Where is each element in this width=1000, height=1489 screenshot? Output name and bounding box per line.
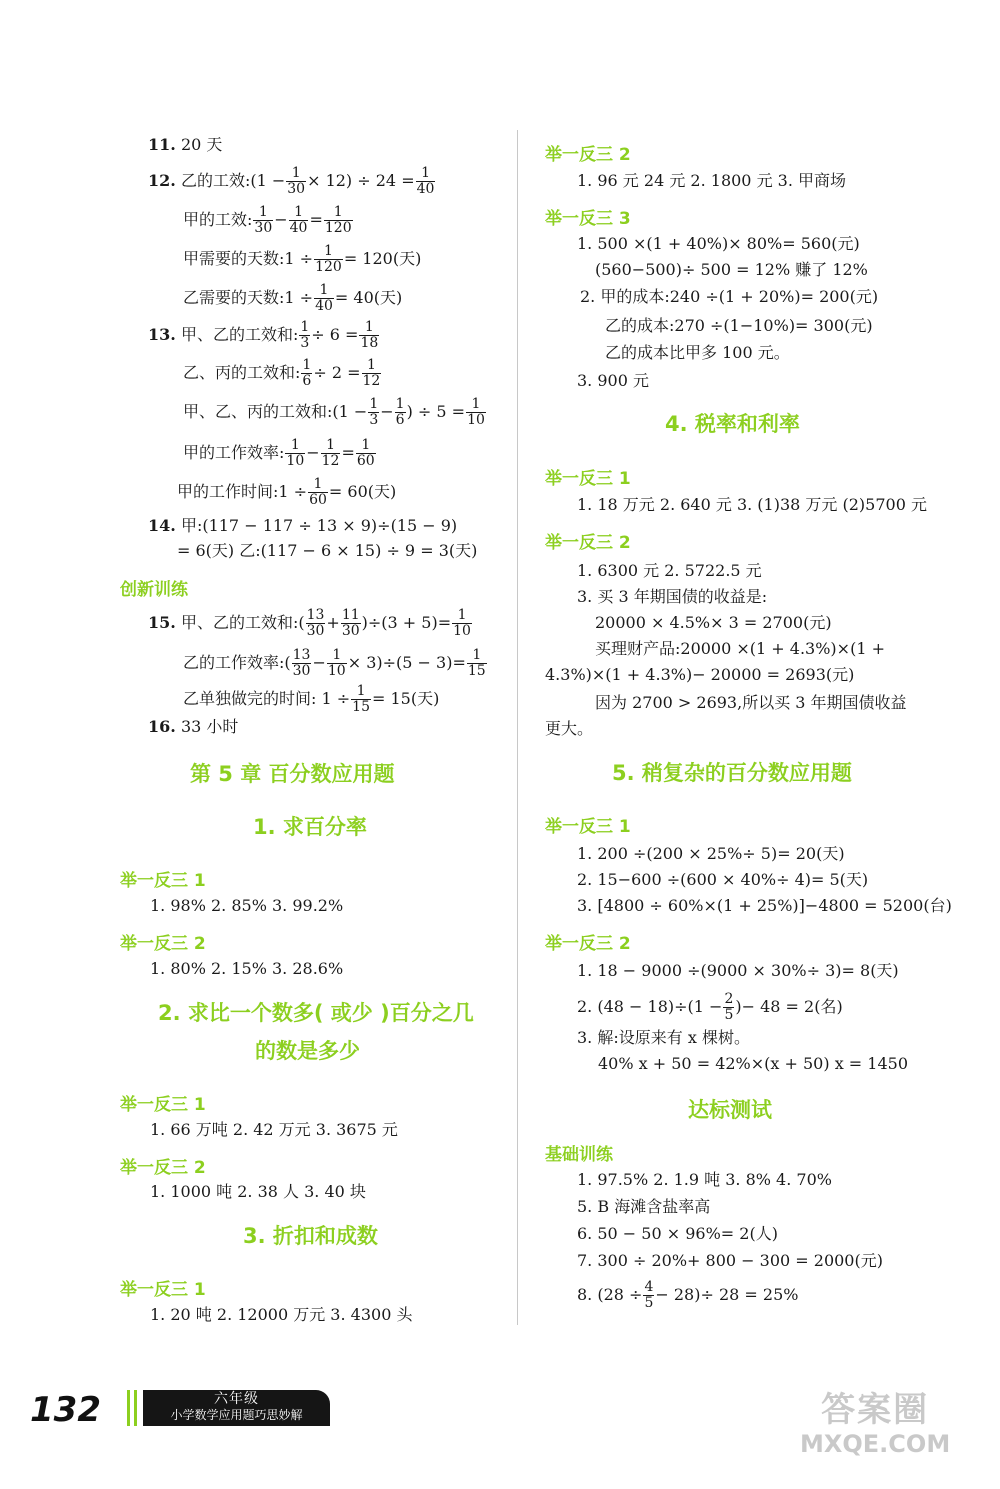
answer-line: 更大。: [545, 719, 594, 738]
exercise-answers: 1. 1000 吨 2. 38 人 3. 40 块: [150, 1182, 366, 1201]
answer-line: 7. 300 ÷ 20%+ 800 − 300 = 2000(元): [577, 1251, 883, 1270]
answer-line: 8. (28 ÷ $\frac{4}{5}$ − 28)÷ 28 = 25%: [577, 1279, 799, 1311]
heading-innovation: 创新训练: [120, 580, 188, 600]
answer-line: 1. 18 − 9000 ÷(9000 × 30%÷ 3)= 8(天): [577, 961, 899, 980]
exercise-heading: 举一反三 1: [120, 1095, 206, 1115]
answer-11: 11. 20 天: [148, 135, 223, 154]
exercise-answers: 1. 6300 元 2. 5722.5 元: [577, 561, 762, 580]
answer-13: 13. 甲、乙的工效和: $\frac{1}{3}$ ÷ 6 = $\frac{1}{18}$: [148, 319, 379, 351]
exercise-heading: 举一反三 1: [545, 817, 631, 837]
answer-16: 16. 33 小时: [148, 717, 239, 736]
watermark-logo: 答案圈 MXQE.COM: [800, 1390, 951, 1458]
exercise-heading: 举一反三 1: [120, 871, 206, 891]
answer-line: 3. 900 元: [577, 371, 649, 390]
green-bar-decoration: [134, 1390, 137, 1426]
exercise-heading: 举一反三 1: [120, 1280, 206, 1300]
answer-line: 1. 97.5% 2. 1.9 吨 3. 8% 4. 70%: [577, 1170, 832, 1189]
section-3-title: 3. 折扣和成数: [243, 1224, 378, 1248]
section-2-title-line2: 的数是多少: [255, 1039, 360, 1063]
exercise-heading: 举一反三 1: [545, 469, 631, 489]
answer-line: 3. 解:设原来有 x 棵树。: [577, 1028, 750, 1047]
section-2-title: 2. 求比一个数多( 或少 )百分之几: [158, 1001, 474, 1025]
answer-15-line3: 乙单独做完的时间: 1 ÷ $\frac{1}{15}$ = 15(天): [183, 683, 440, 715]
exercise-heading: 举一反三 2: [545, 533, 631, 553]
exercise-heading: 举一反三 2: [545, 934, 631, 954]
chapter-title: 第 5 章 百分数应用题: [190, 762, 395, 786]
answer-line: 1. 200 ÷(200 × 25%÷ 5)= 20(天): [577, 844, 845, 863]
answer-14-line2: = 6(天) 乙:(117 − 6 × 15) ÷ 9 = 3(天): [177, 541, 478, 560]
answer-12: 12. 乙的工效:(1 − $\frac{1}{30}$ × 12) ÷ 24 = $\frac{1}{40}$: [148, 165, 435, 197]
book-badge: [143, 1390, 330, 1426]
grade-label: 六年级: [214, 1391, 259, 1407]
heading-basic-training: 基础训练: [545, 1145, 613, 1165]
answer-12-line4: 乙需要的天数:1 ÷ $\frac{1}{40}$ = 40(天): [183, 282, 403, 314]
answer-13-line3: 甲、乙、丙的工效和:(1 − $\frac{1}{3}$ − $\frac{1}{6}$ ) ÷ 5 = $\frac{1}{10}$: [183, 396, 485, 428]
answer-line: 2. 15−600 ÷(600 × 40%÷ 4)= 5(天): [577, 870, 869, 889]
exercise-heading: 举一反三 2: [120, 934, 206, 954]
answer-12-line2: 甲的工效: $\frac{1}{30}$ − $\frac{1}{40}$ = $\frac{1}{120}$: [183, 204, 352, 236]
answer-15: 15. 甲、乙的工效和:( $\frac{13}{30}$ + $\frac{11}{30}$ )÷(3 + 5)= $\frac{1}{10}$: [148, 607, 471, 639]
section-6-title: 达标测试: [688, 1098, 772, 1122]
answer-line: 6. 50 − 50 × 96%= 2(人): [577, 1224, 778, 1243]
exercise-answers: 1. 80% 2. 15% 3. 28.6%: [150, 959, 344, 978]
exercise-answers: 1. 66 万吨 2. 42 万元 3. 3675 元: [150, 1120, 398, 1139]
answer-line: 3. [4800 ÷ 60%×(1 + 25%)]−4800 = 5200(台): [577, 896, 952, 915]
answer-13-line2: 乙、丙的工效和: $\frac{1}{6}$ ÷ 2 = $\frac{1}{12}$: [183, 357, 381, 389]
answer-line: 20000 × 4.5%× 3 = 2700(元): [595, 613, 832, 632]
answer-line: 乙的成本比甲多 100 元。: [605, 343, 790, 362]
answer-14: 14. 甲:(117 − 117 ÷ 13 × 9)÷(15 − 9): [148, 516, 458, 535]
answer-13-line5: 甲的工作时间:1 ÷ $\frac{1}{60}$ = 60(天): [177, 476, 397, 508]
exercise-heading: 举一反三 3: [545, 209, 631, 229]
exercise-answers: 1. 20 吨 2. 12000 万元 3. 4300 头: [150, 1305, 413, 1324]
answer-12-line3: 甲需要的天数:1 ÷ $\frac{1}{120}$ = 120(天): [183, 243, 422, 275]
answer-line: 3. 买 3 年期国债的收益是:: [577, 587, 768, 606]
answer-line: 1. 500 ×(1 + 40%)× 80%= 560(元): [577, 234, 860, 253]
page-number: 132: [30, 1390, 101, 1430]
answer-line: 乙的成本:270 ÷(1−10%)= 300(元): [605, 316, 873, 335]
answer-line: 买理财产品:20000 ×(1 + 4.3%)×(1 +: [595, 639, 885, 658]
exercise-answers: 1. 18 万元 2. 640 元 3. (1)38 万元 (2)5700 元: [577, 495, 927, 514]
series-label: 小学数学应用题巧思妙解: [170, 1408, 303, 1422]
answer-line: 5. B 海滩含盐率高: [577, 1197, 711, 1216]
exercise-heading: 举一反三 2: [545, 145, 631, 165]
section-1-title: 1. 求百分率: [253, 815, 367, 839]
answer-line: 4.3%)×(1 + 4.3%)− 20000 = 2693(元): [545, 665, 855, 684]
exercise-answers: 1. 96 元 24 元 2. 1800 元 3. 甲商场: [577, 171, 847, 190]
answer-line: 2. 甲的成本:240 ÷(1 + 20%)= 200(元): [580, 287, 879, 306]
answer-line: 因为 2700 > 2693,所以买 3 年期国债收益: [595, 693, 907, 712]
answer-line: 2. (48 − 18)÷(1 − $\frac{2}{5}$ )− 48 = 2(名): [577, 991, 843, 1023]
exercise-heading: 举一反三 2: [120, 1158, 206, 1178]
answer-line: (560−500)÷ 500 = 12% 赚了 12%: [595, 260, 868, 279]
section-5-title: 5. 稍复杂的百分数应用题: [612, 761, 852, 785]
exercise-answers: 1. 98% 2. 85% 3. 99.2%: [150, 896, 344, 915]
answer-13-line4: 甲的工作效率: $\frac{1}{10}$ − $\frac{1}{12}$ = $\frac{1}{60}$: [183, 437, 375, 469]
answer-line: 40% x + 50 = 42%×(x + 50) x = 1450: [598, 1054, 909, 1073]
column-divider: [517, 130, 518, 1325]
answer-15-line2: 乙的工作效率:( $\frac{13}{30}$ − $\frac{1}{10}$ × 3)÷(5 − 3)= $\frac{1}{15}$: [183, 647, 486, 679]
section-4-title: 4. 税率和利率: [665, 412, 800, 436]
green-bar-decoration: [127, 1390, 130, 1426]
